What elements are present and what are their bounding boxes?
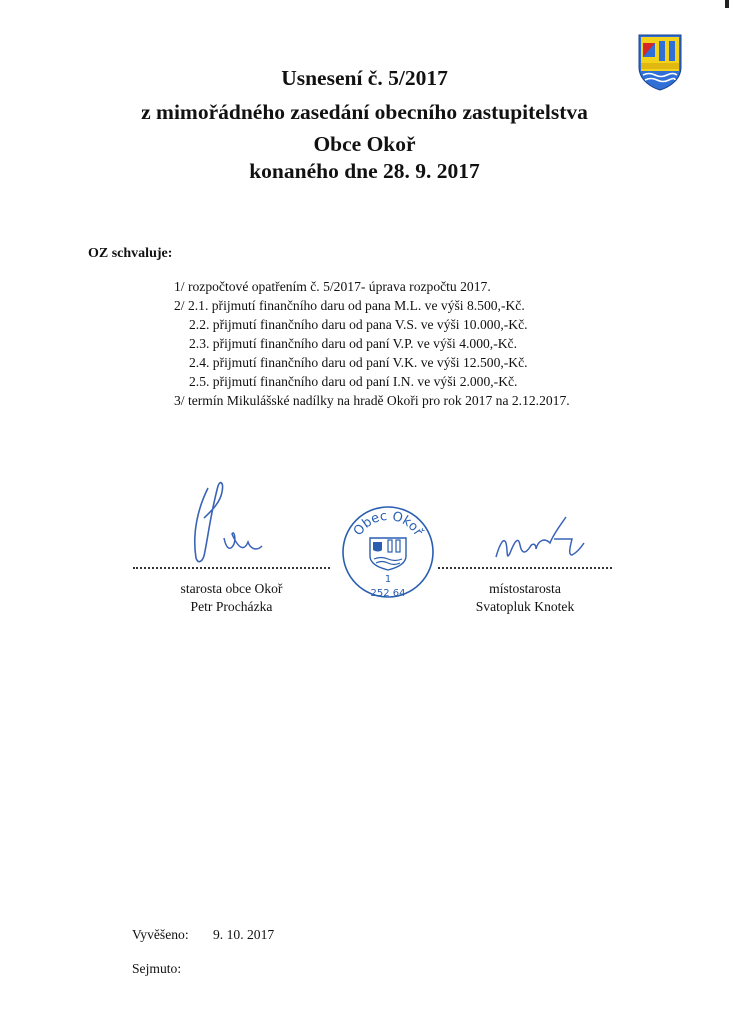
municipal-stamp-icon (340, 500, 436, 608)
posted-date: 9. 10. 2017 (213, 927, 275, 942)
stamp-zip: 252 64 (370, 588, 406, 599)
deputy-signature-icon (492, 513, 592, 569)
list-item: 1/ rozpočtové opatřením č. 5/2017- úprava rozpočtu 2017. (174, 279, 491, 294)
mayor-name: Petr Procházka (190, 599, 273, 614)
list-item: 2.2. přijmutí finančního daru od pana V.S. ve výši 10.000,-Kč. (189, 317, 528, 332)
svg-text:Obec Okoř (351, 509, 426, 539)
list-item: 2.5. přijmutí finančního daru od paní I.N. ve výši 2.000,-Kč. (189, 374, 518, 389)
meeting-date: konaného dne 28. 9. 2017 (249, 159, 480, 183)
deputy-role: místostarosta (489, 581, 561, 596)
scan-corner-mark (725, 0, 729, 8)
posted-label: Vyvěšeno: (132, 927, 189, 942)
mayor-signature-line (133, 567, 330, 569)
mayor-role: starosta obce Okoř (180, 581, 283, 596)
list-item: 2.3. přijmutí finančního daru od paní V.P. ve výši 4.000,-Kč. (189, 336, 517, 351)
resolution-title: Usnesení č. 5/2017 (281, 66, 448, 90)
list-item: 2/ 2.1. přijmutí finančního daru od pana M.L. ve výši 8.500,-Kč. (174, 298, 525, 313)
municipality-name: Obce Okoř (313, 132, 416, 156)
approves-heading: OZ schvaluje: (88, 246, 173, 261)
list-item: 3/ termín Mikulášské nadílky na hradě Okoři pro rok 2017 na 2.12.2017. (174, 393, 570, 408)
list-item: 2.4. přijmutí finančního daru od paní V.K. ve výši 12.500,-Kč. (189, 355, 528, 370)
stamp-top-text: Obec Okoř (350, 508, 426, 539)
stamp-number: 1 (384, 574, 392, 585)
removed-label: Sejmuto: (132, 961, 182, 976)
deputy-name: Svatopluk Knotek (475, 599, 575, 614)
deputy-signature-line (438, 567, 612, 569)
mayor-signature-icon (178, 478, 270, 568)
meeting-type: z mimořádného zasedání obecního zastupitelstva (141, 100, 588, 124)
